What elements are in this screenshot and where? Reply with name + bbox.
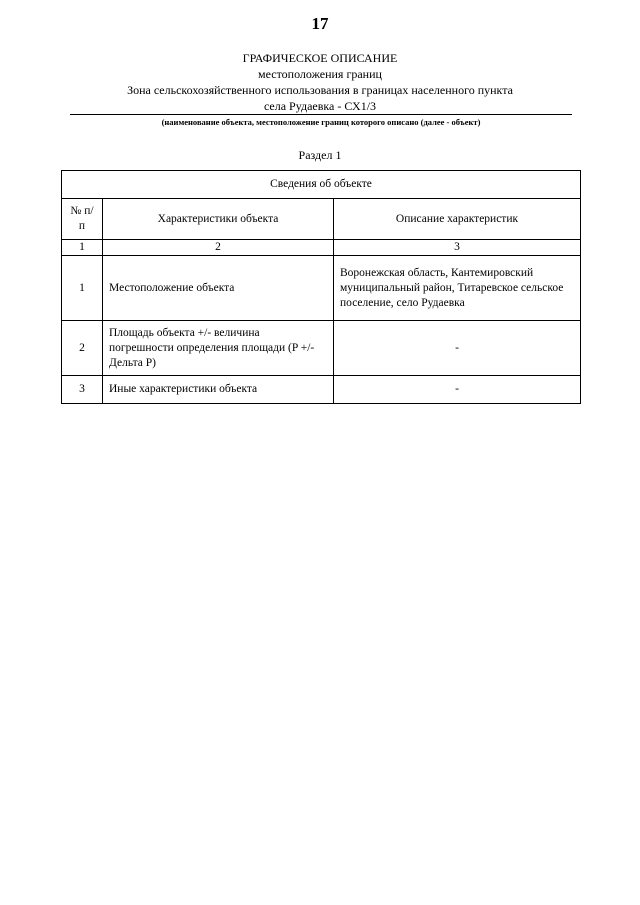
row-number: 2 — [62, 321, 103, 376]
object-info-table — [61, 170, 581, 404]
section-title: Раздел 1 — [298, 148, 342, 162]
table-title: Сведения об объекте — [62, 171, 581, 199]
zone-code: села Рудаевка - СХ1/3 — [263, 99, 377, 113]
row-characteristic: Местоположение объекта — [103, 256, 334, 321]
row-description: Воронежская область, Кантемировский муниципальный район, Титаревское сельское поселение, село Рудаевка — [334, 256, 581, 321]
header-characteristic: Характеристики объекта — [103, 199, 334, 240]
header-description: Описание характеристик — [334, 199, 581, 240]
column-number: 1 — [62, 240, 103, 256]
row-characteristic: Иные характеристики объекта — [103, 376, 334, 404]
row-number: 1 — [62, 256, 103, 321]
title-underline — [70, 114, 572, 115]
table-title-row — [62, 171, 581, 199]
table-row — [62, 376, 581, 404]
table-header-row — [62, 199, 581, 240]
column-number: 3 — [334, 240, 581, 256]
document-subtitle: местоположения границ — [258, 67, 382, 81]
row-description: - — [334, 321, 581, 376]
row-number: 3 — [62, 376, 103, 404]
page-number: 17 — [311, 14, 329, 33]
zone-name: Зона сельскохозяйственного использования в границах населенного пункта — [127, 83, 513, 97]
header-number: № п/п — [62, 199, 103, 240]
table-row — [62, 256, 581, 321]
document-title: ГРАФИЧЕСКОЕ ОПИСАНИЕ — [242, 51, 398, 65]
row-description: - — [334, 376, 581, 404]
object-note: (наименование объекта, местоположение границ которого описано (далее - объект) — [161, 117, 481, 127]
column-number-row — [62, 240, 581, 256]
table-row — [62, 321, 581, 376]
row-characteristic: Площадь объекта +/- величина погрешности определения площади (P +/- Дельта P) — [103, 321, 334, 376]
column-number: 2 — [103, 240, 334, 256]
